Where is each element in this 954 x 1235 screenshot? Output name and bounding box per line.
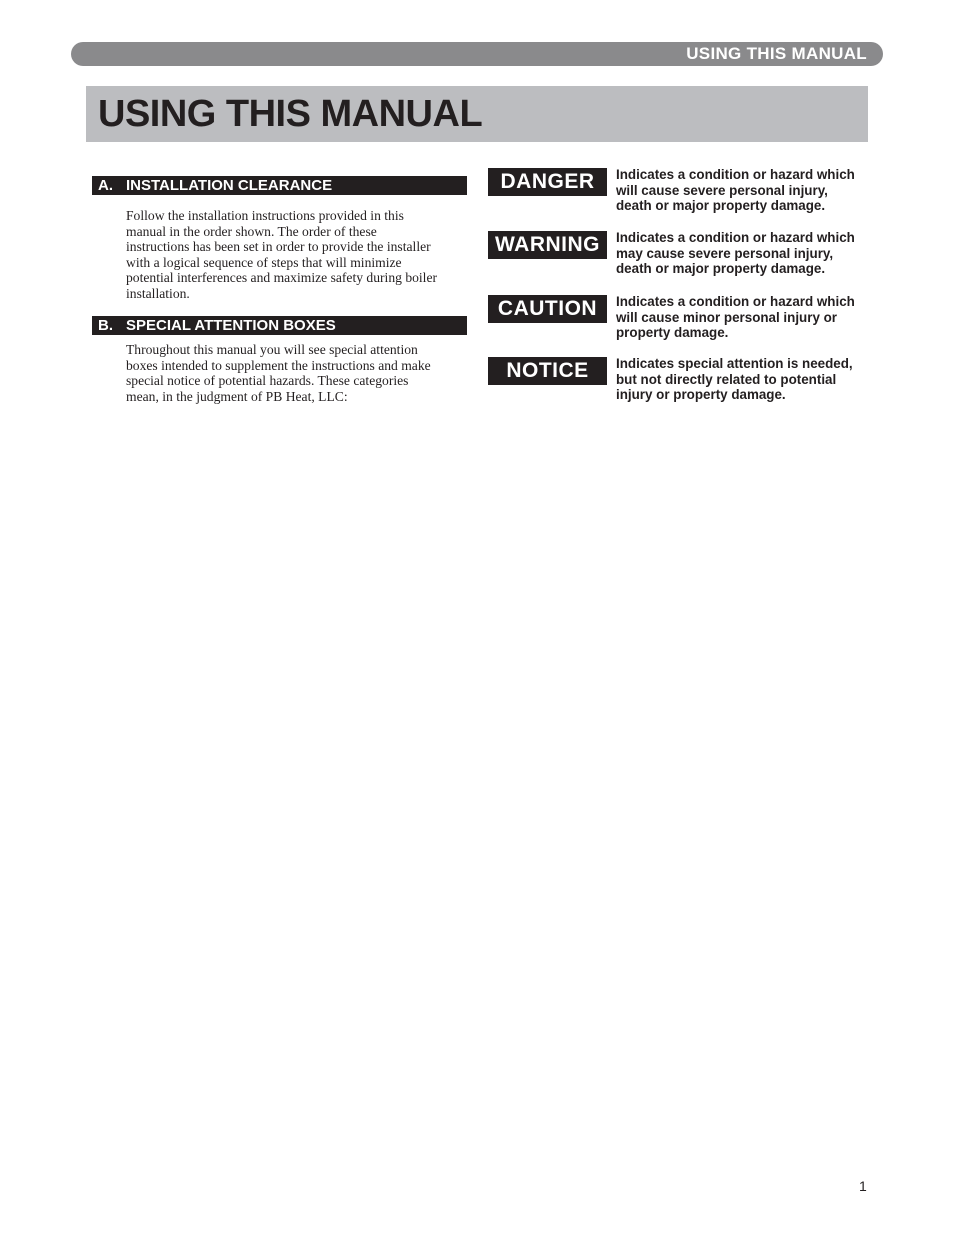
caution-description [616, 294, 878, 341]
section-letter: A. [98, 177, 113, 194]
warning-label: WARNING [488, 231, 607, 259]
section-heading-special-attention-boxes [92, 316, 467, 335]
danger-label: DANGER [488, 168, 607, 196]
desc-line: death or major property damage. [616, 198, 826, 214]
desc-line: death or major property damage. [616, 261, 826, 277]
body-line: Throughout this manual you will see special attention [126, 342, 418, 357]
body-line: manual in the order shown. The order of these [126, 223, 377, 239]
desc-line: will cause severe personal injury, [616, 182, 828, 198]
running-header-bar [71, 42, 883, 66]
desc-line: will cause minor personal injury or [616, 309, 838, 325]
title-band [86, 86, 868, 142]
section-letter: B. [98, 317, 113, 334]
body-line: Follow the installation instructions provided in this [126, 208, 404, 223]
body-line: instructions has been set in order to provide the installer [126, 239, 431, 255]
body-line: with a logical sequence of steps that will minimize [126, 254, 402, 270]
desc-line: may cause severe personal injury, [616, 245, 834, 261]
section-heading-text: INSTALLATION CLEARANCE [126, 177, 333, 194]
body-line: mean, in the judgment of PB Heat, LLC: [126, 388, 348, 404]
section-heading-installation-clearance [92, 176, 467, 195]
body-line: installation. [126, 285, 190, 301]
section-body-installation-clearance [126, 208, 471, 302]
running-header-title: USING THIS MANUAL [686, 44, 867, 63]
body-line: boxes intended to supplement the instructions and make [126, 357, 431, 373]
desc-line: Indicates a condition or hazard which [616, 294, 855, 309]
page-number: 1 [859, 1178, 867, 1194]
desc-line: Indicates a condition or hazard which [616, 167, 855, 182]
danger-description [616, 167, 878, 214]
desc-line: Indicates special attention is needed, [616, 356, 853, 371]
notice-label: NOTICE [488, 357, 607, 385]
desc-line: but not directly related to potential [616, 371, 837, 387]
desc-line: Indicates a condition or hazard which [616, 230, 855, 245]
notice-description [616, 356, 878, 403]
section-body-special-attention-boxes [126, 342, 471, 404]
body-line: special notice of potential hazards. These categories [126, 373, 409, 389]
caution-label: CAUTION [488, 295, 607, 323]
desc-line: injury or property damage. [616, 387, 786, 403]
warning-description [616, 230, 878, 277]
desc-line: property damage. [616, 325, 729, 341]
body-line: potential interferences and maximize safety during boiler [126, 270, 438, 286]
section-heading-text: SPECIAL ATTENTION BOXES [126, 317, 336, 334]
page-title: USING THIS MANUAL [98, 93, 483, 135]
